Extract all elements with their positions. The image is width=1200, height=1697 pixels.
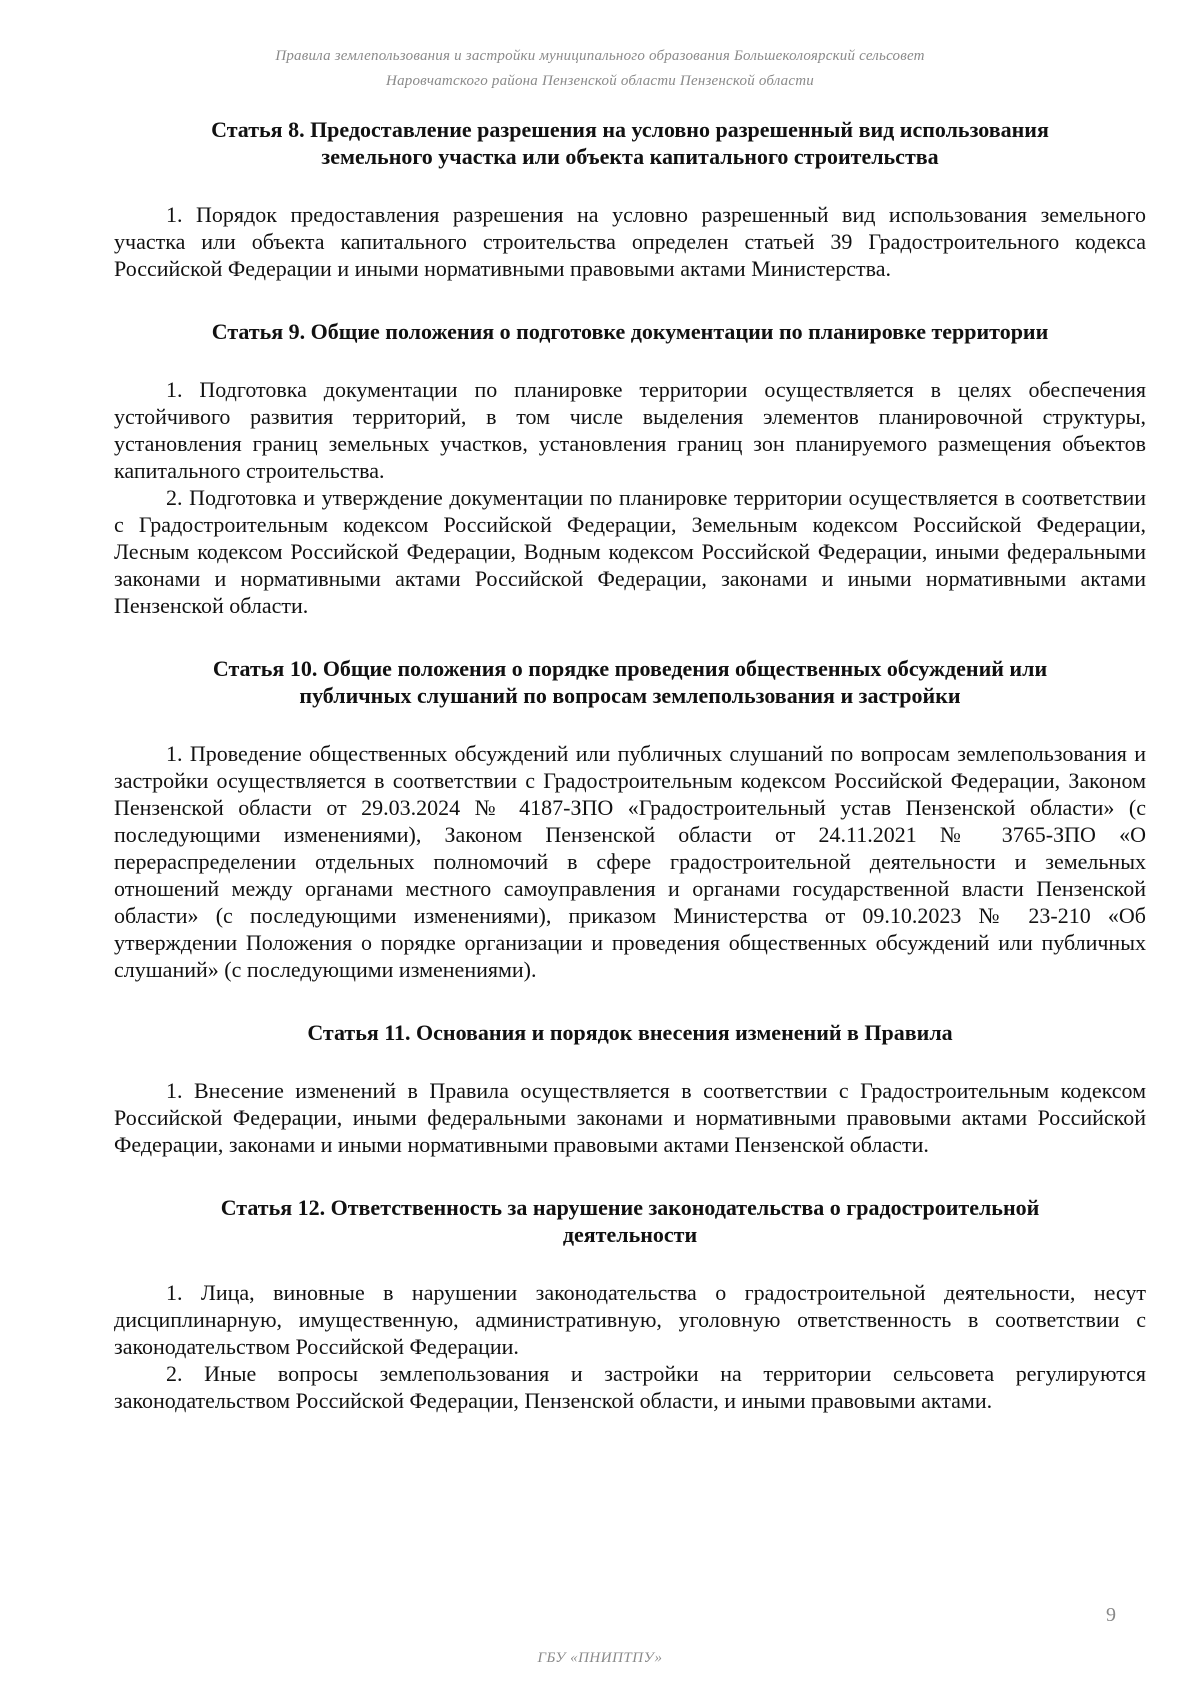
article-12-title: Статья 12. Ответственность за нарушение законодательства о градостроительной деятельности [220,1195,1040,1247]
article-11-paragraph-1: 1. Внесение изменений в Правила осуществляется в соответствии с Градостроительным кодексом Российской Федерации, иными федеральными законами и нормативными правовыми актами Российской Федерации, законами и иными нормативными правовыми актами Пензенской области. [114,1078,1146,1157]
article-9-paragraph-1: 1. Подготовка документации по планировке территории осуществляется в целях обеспечения устойчивого развития территорий, в том числе выделения элементов планировочной структуры, установления границ земельных участков, установления границ зон планируемого размещения объектов капитального строительства. [114,377,1146,483]
article-12 [114,1194,1146,1414]
article-11-title: Статья 11. Основания и порядок внесения изменений в Правила [307,1020,953,1045]
page-number: 9 [1106,1604,1116,1626]
article-9-title: Статья 9. Общие положения о подготовке документации по планировке территории [211,319,1049,344]
running-header-line-1: Правила землепользования и застройки муниципального образования Большеколоярский сельсовет [275,48,925,64]
running-footer: ГБУ «ПНИПТПУ» [537,1650,663,1666]
article-10 [114,655,1146,983]
article-10-title: Статья 10. Общие положения о порядке проведения общественных обсуждений или публичных слушаний по вопросам землепользования и застройки [212,656,1048,708]
article-10-paragraph-1: 1. Проведение общественных обсуждений или публичных слушаний по вопросам землепользования и застройки осуществляется в соответствии с Градостроительным кодексом Российской Федерации, Законом Пензенской области от 29.03.2024 № 4187-ЗПО «Градостроительный устав Пензенской области» (с последующими изменениями), Законом Пензенской области от 24.11.2021 № 3765-ЗПО «О перераспределении отдельных полномочий в сфере градостроительной деятельности и земельных отношений между органами местного самоуправления и органами государственной власти Пензенской области» (с последующими изменениями), приказом Министерства от 09.10.2023 № 23-210 «Об утверждении Положения о порядке организации и проведения общественных обсуждений или публичных слушаний» (с последующими изменениями). [114,741,1146,982]
article-8 [114,116,1146,282]
article-8-title: Статья 8. Предоставление разрешения на условно разрешенный вид использования земельного участка или объекта капитального строительства [211,117,1049,169]
article-8-paragraph-1: 1. Порядок предоставления разрешения на условно разрешенный вид использования земельного участка или объекта капитального строительства определен статьей 39 Градостроительного кодекса Российской Федерации и иными нормативными правовыми актами Министерства. [114,202,1146,281]
article-9 [114,318,1146,619]
article-12-paragraph-2: 2. Иные вопросы землепользования и застройки на территории сельсовета регулируются законодательством Российской Федерации, Пензенской области, и иными правовыми актами. [114,1361,1146,1413]
article-9-paragraph-2: 2. Подготовка и утверждение документации по планировке территории осуществляется в соответствии с Градостроительным кодексом Российской Федерации, Земельным кодексом Российской Федерации, Лесным кодексом Российской Федерации, Водным кодексом Российской Федерации, иными федеральными законами и нормативными актами Российской Федерации, законами и иными нормативными актами Пензенской области. [114,485,1146,618]
article-12-paragraph-1: 1. Лица, виновные в нарушении законодательства о градостроительной деятельности, несут дисциплинарную, имущественную, административную, уголовную ответственность в соответствии с законодательством Российской Федерации. [114,1280,1146,1359]
document-body [114,116,1146,1450]
article-11 [114,1019,1146,1158]
running-header-line-2: Наровчатского района Пензенской области Пензенской области [386,73,814,89]
running-header [150,44,1050,94]
